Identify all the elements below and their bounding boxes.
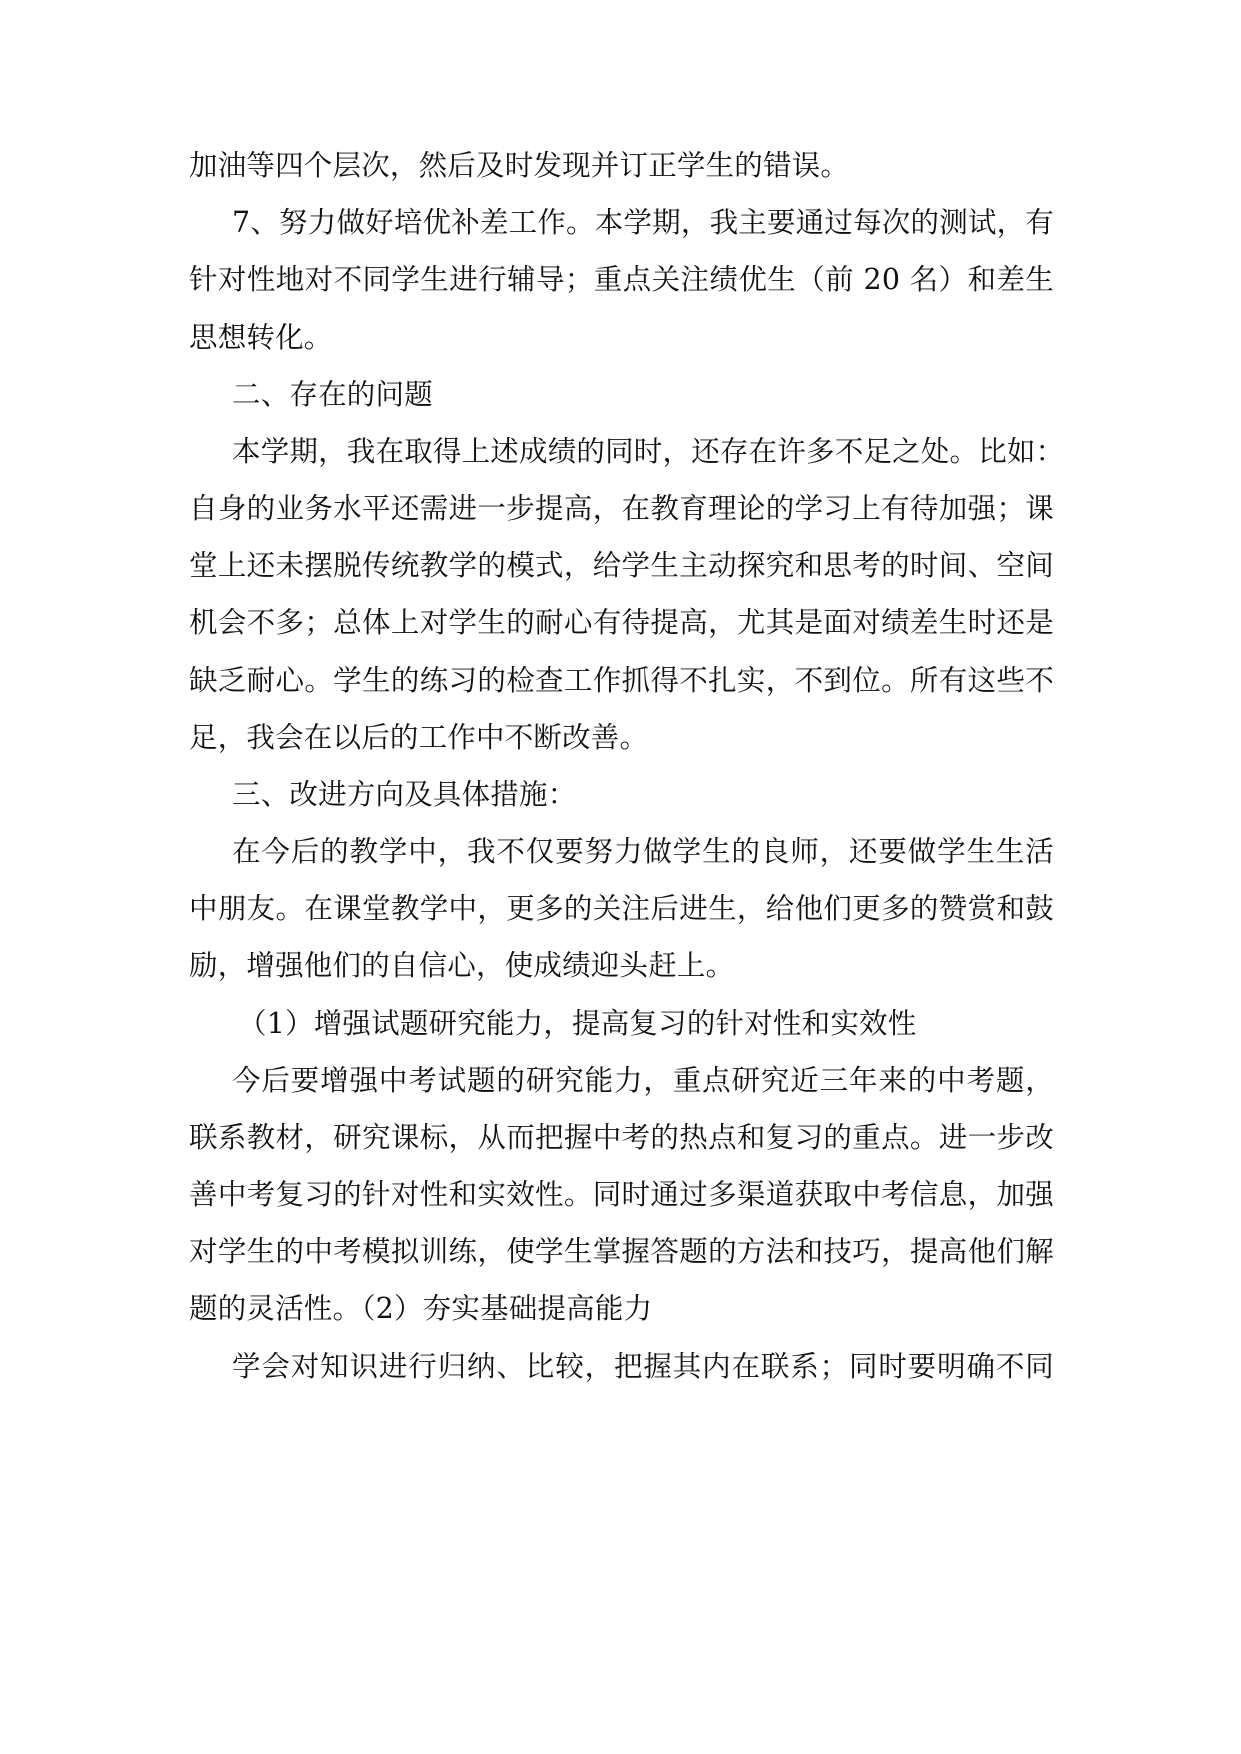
text-line: 在今后的教学中，我不仅要努力做学生的良师，还要做学生生活 (232, 835, 1054, 868)
text-line: 善中考复习的针对性和实效性。同时通过多渠道获取中考信息，加强 (189, 1178, 1054, 1211)
subsection-heading: （1）增强试题研究能力，提高复习的针对性和实效性 (238, 1007, 917, 1040)
text-line: 7、努力做好培优补差工作。本学期，我主要通过每次的测试，有 (232, 206, 1054, 239)
text-line: 学会对知识进行归纳、比较，把握其内在联系；同时要明确不同 (232, 1350, 1054, 1383)
text-line: 加油等四个层次，然后及时发现并订正学生的错误。 (189, 149, 850, 182)
text-line: 针对性地对不同学生进行辅导；重点关注绩优生（前 20 名）和差生 (189, 263, 1054, 296)
text-line: 机会不多；总体上对学生的耐心有待提高，尤其是面对绩差生时还是 (189, 606, 1054, 639)
text-line: 足，我会在以后的工作中不断改善。 (189, 721, 649, 754)
section-heading: 二、存在的问题 (232, 378, 433, 411)
text-line: 堂上还未摆脱传统教学的模式，给学生主动探究和思考的时间、空间 (189, 549, 1054, 582)
text-line: 题的灵活性。（2）夯实基础提高能力 (189, 1292, 653, 1325)
text-line: 今后要增强中考试题的研究能力，重点研究近三年来的中考题， (232, 1064, 1054, 1097)
text-line: 本学期，我在取得上述成绩的同时，还存在许多不足之处。比如： (232, 435, 1065, 468)
text-line: 自身的业务水平还需进一步提高，在教育理论的学习上有待加强；课 (189, 492, 1054, 525)
text-line: 缺乏耐心。学生的练习的检查工作抓得不扎实，不到位。所有这些不 (189, 664, 1054, 697)
text-line: 思想转化。 (189, 321, 333, 354)
text-line: 中朋友。在课堂教学中，更多的关注后进生，给他们更多的赞赏和鼓 (189, 892, 1054, 925)
section-heading: 三、改进方向及具体措施： (232, 778, 577, 811)
text-line: 励，增强他们的自信心，使成绩迎头赶上。 (189, 949, 735, 982)
text-line: 对学生的中考模拟训练，使学生掌握答题的方法和技巧，提高他们解 (189, 1235, 1054, 1268)
text-line: 联系教材，研究课标，从而把握中考的热点和复习的重点。进一步改 (189, 1121, 1054, 1154)
